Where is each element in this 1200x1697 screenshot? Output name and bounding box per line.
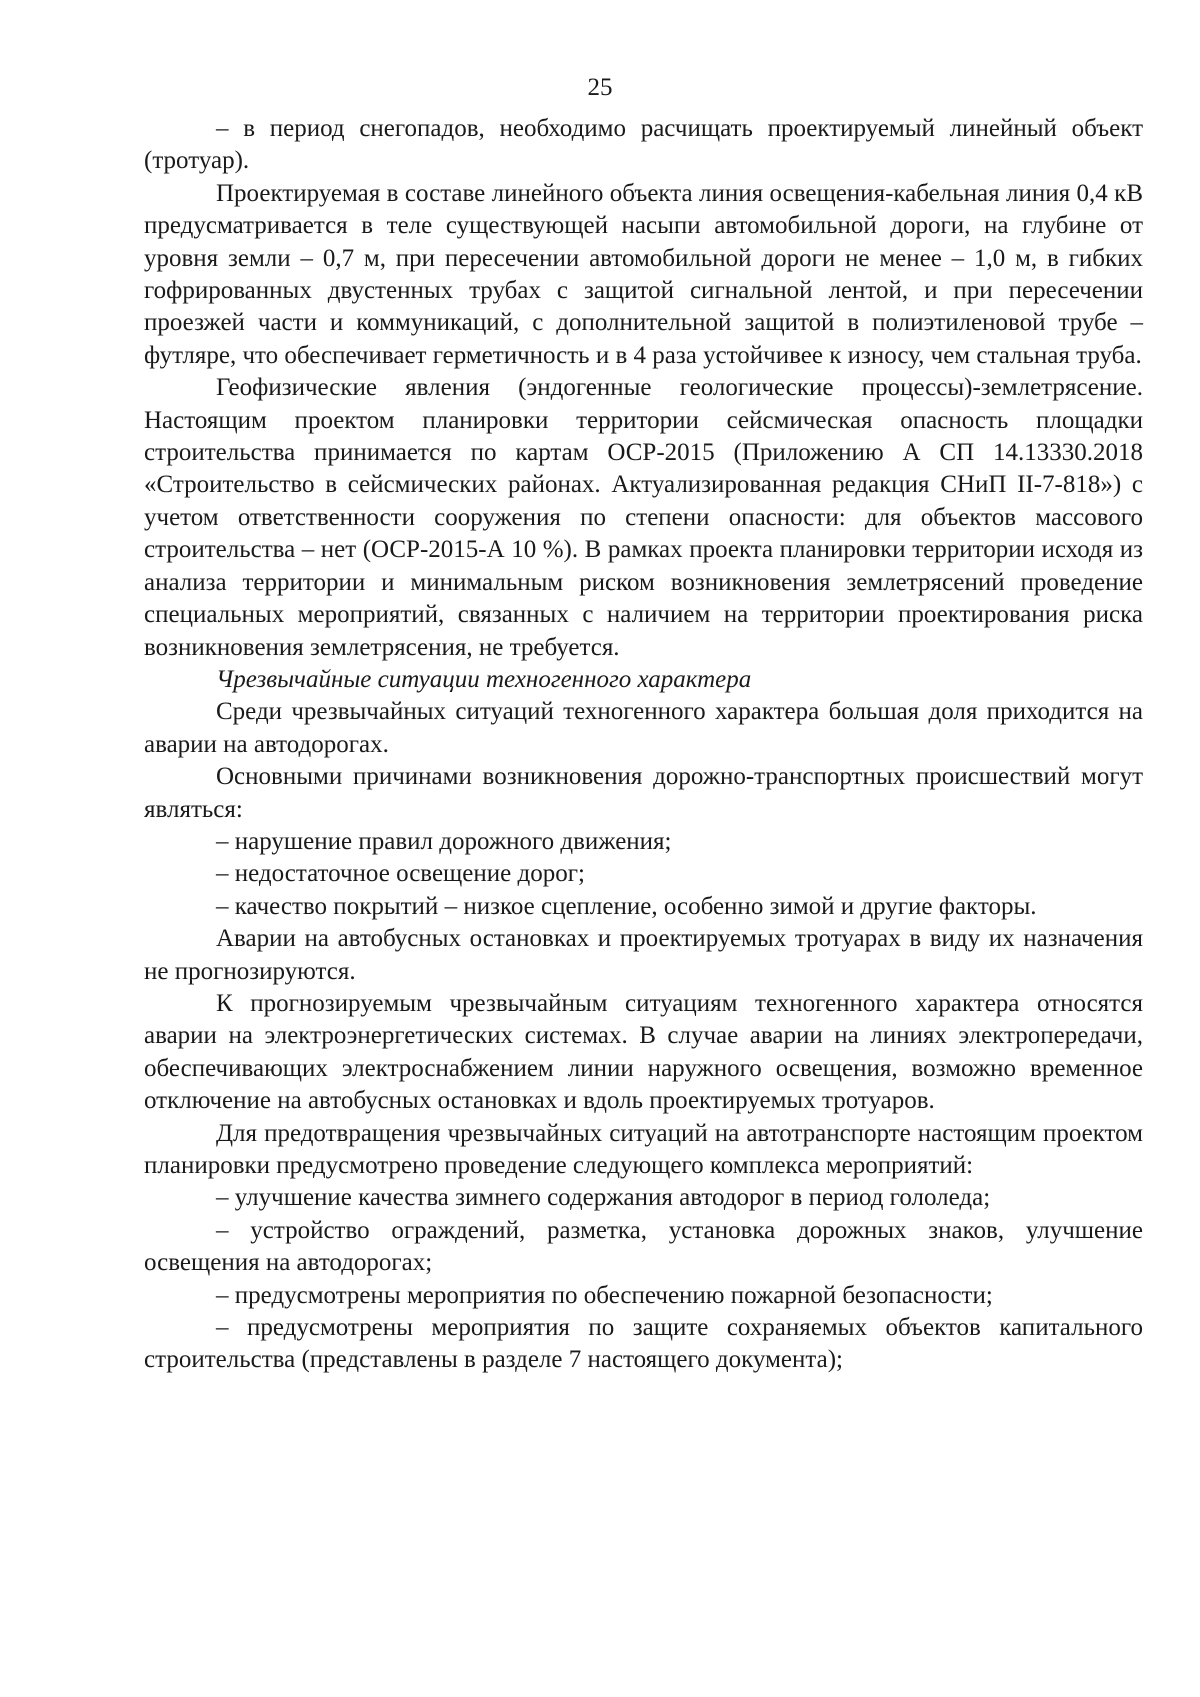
paragraph-prevention-measures-intro: Для предотвращения чрезвычайных ситуаций на автотранспорте настоящим проектом планировки предусмотрено проведение следующего комплекса мероприятий: bbox=[144, 1119, 1143, 1179]
paragraph-road-accidents-share: Среди чрезвычайных ситуаций техногенного характера большая доля приходится на аварии на автодорогах. bbox=[144, 698, 1143, 758]
list-item-fire-safety: – предусмотрены мероприятия по обеспечению пожарной безопасности; bbox=[216, 1281, 993, 1309]
list-item-winter-maintenance: – улучшение качества зимнего содержания автодорог в период гололеда; bbox=[216, 1184, 991, 1212]
list-item-insufficient-lighting: – недостаточное освещение дорог; bbox=[216, 860, 585, 888]
list-item-road-surface-quality: – качество покрытий – низкое сцепление, особенно зимой и другие факторы. bbox=[216, 892, 1037, 920]
paragraph-bus-stop-accidents: Аварии на автобусных остановках и проектируемых тротуарах в виду их назначения не прогнозируются. bbox=[144, 925, 1143, 985]
document-body bbox=[144, 113, 1143, 1377]
paragraph-power-system-accidents: К прогнозируемым чрезвычайным ситуациям техногенного характера относятся аварии на электроэнергетических системах. В случае аварии на линиях электропередачи, обеспечивающих электроснабжением линии наружного освещения, возможно временное отключение на автобусных остановках и вдоль проектируемых тротуаров. bbox=[144, 989, 1143, 1115]
paragraph-snow-clearing: – в период снегопадов, необходимо расчищать проектируемый линейный объект (тротуар). bbox=[144, 115, 1143, 175]
paragraph-accident-causes-intro: Основными причинами возникновения дорожно-транспортных происшествий могут являться: bbox=[144, 763, 1143, 823]
list-item-traffic-violation: – нарушение правил дорожного движения; bbox=[216, 827, 672, 855]
list-item-protection-of-objects: – предусмотрены мероприятия по защите сохраняемых объектов капитального строительства (представлены в разделе 7 настоящего документа); bbox=[144, 1314, 1143, 1374]
page-number: 25 bbox=[587, 74, 613, 101]
section-heading-technogenic-emergencies: Чрезвычайные ситуации техногенного характера bbox=[216, 665, 752, 693]
paragraph-geophysical-phenomena: Геофизические явления (эндогенные геологические процессы)-землетрясение. Настоящим проектом планировки территории сейсмическая опасность площадки строительства принимается по картам ОСР-2015 (Приложению А СП 14.13330.2018 «Строительство в сейсмических районах. Актуализированная редакция СНиП II-7-818») с учетом ответственности сооружения по степени опасности: для объектов массового строительства – нет (ОСР-2015-А 10 %). В рамках проекта планировки территории исходя из анализа территории и минимальным риском возникновения землетрясений проведение специальных мероприятий, связанных с наличием на территории проектирования риска возникновения землетрясения, не требуется. bbox=[144, 374, 1143, 661]
paragraph-lighting-cable-line: Проектируемая в составе линейного объекта линия освещения-кабельная линия 0,4 кВ предусматривается в теле существующей насыпи автомобильной дороги, на глубине от уровня земли – 0,7 м, при пересечении автомобильной дороги не менее – 1,0 м, в гибких гофрированных двустенных трубах с защитой сигнальной лентой, и при пересечении проезжей части и коммуникаций, с дополнительной защитой в полиэтиленовой трубе – футляре, что обеспечивает герметичность и в 4 раза устойчивее к износу, чем стальная труба. bbox=[144, 179, 1143, 369]
list-item-barriers-signs-lighting: – устройство ограждений, разметка, установка дорожных знаков, улучшение освещения на автодорогах; bbox=[144, 1216, 1143, 1277]
